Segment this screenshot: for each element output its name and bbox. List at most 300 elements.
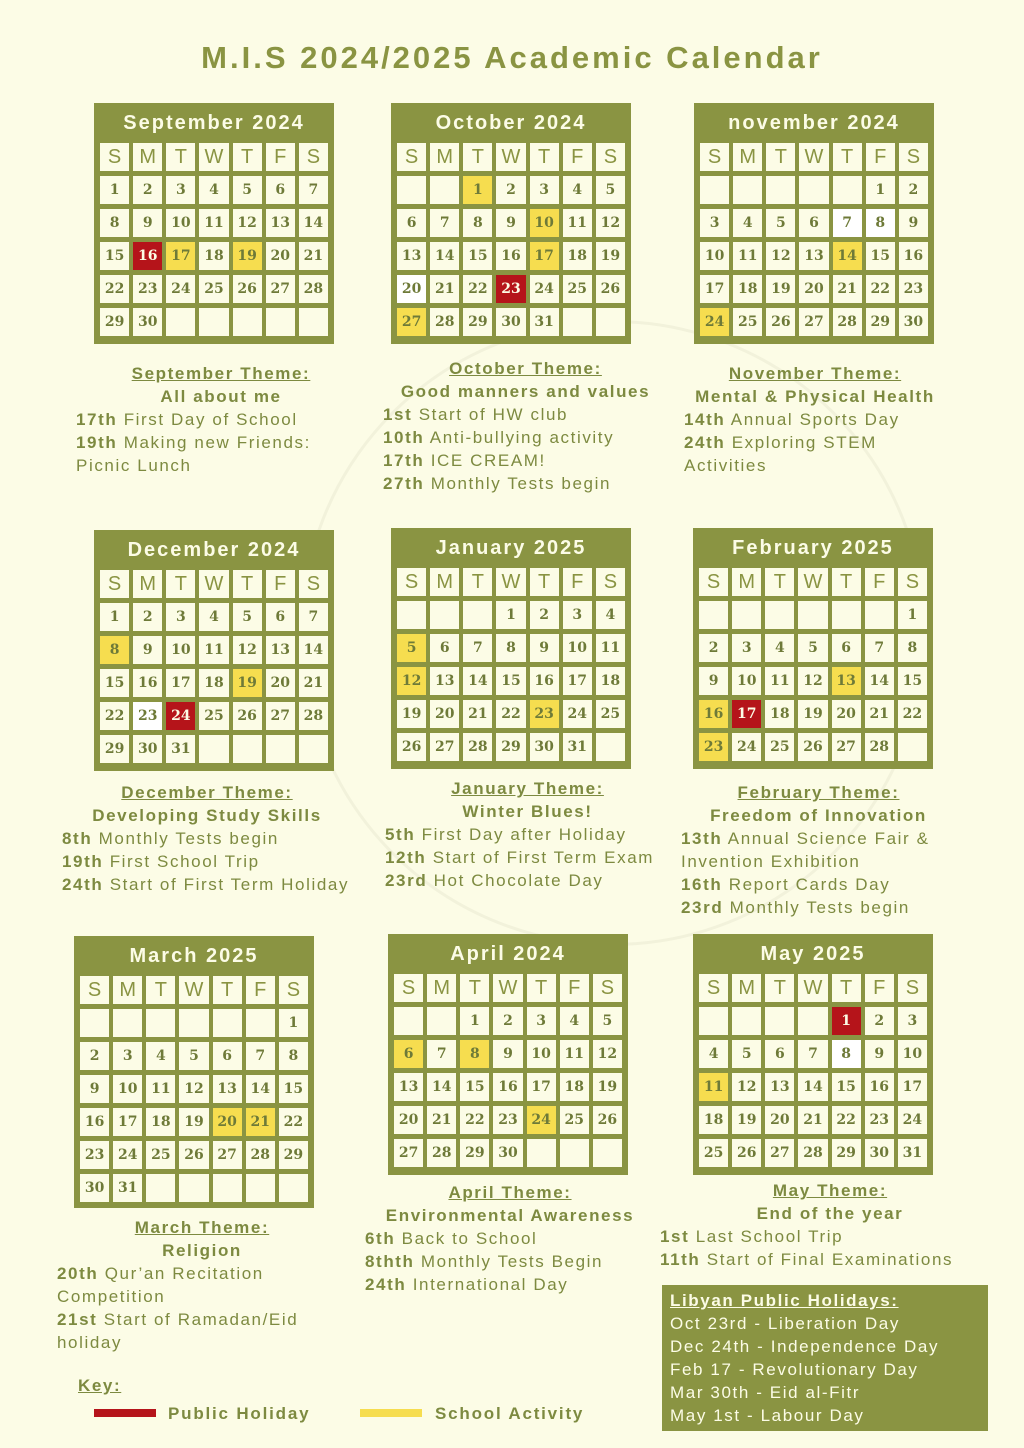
event-day: 17th [383,451,425,470]
theme-february [681,781,956,919]
empty-day-cell [699,601,728,629]
day-cell: 26 [798,733,827,761]
calendar-may-2025 [693,934,933,1175]
empty-day-cell [766,176,795,204]
day-cell: 3 [898,1007,927,1035]
theme-heading: March Theme: [134,1218,270,1237]
day-cell: 4 [596,601,625,629]
day-cell: 1 [866,176,895,204]
day-cell: 16 [865,1073,894,1101]
event-text: Start of Final Examinations [706,1250,954,1269]
theme-september [76,362,366,477]
day-cell: 19 [233,669,262,697]
day-cell: 26 [397,733,426,761]
day-cell: 23 [80,1141,109,1169]
day-cell: 16 [496,242,525,270]
day-cell: 14 [463,667,492,695]
day-cell: 10 [700,242,729,270]
day-cell: 10 [527,1040,556,1068]
day-cell: 8 [279,1042,308,1070]
day-cell: 12 [798,667,827,695]
day-cell: 15 [496,667,525,695]
day-cell: 3 [166,603,195,631]
theme-event [385,846,670,869]
day-cell: 27 [397,308,426,336]
day-cell: 30 [496,308,525,336]
weekday-header: S [394,974,423,1002]
day-cell: 26 [596,275,625,303]
day-cell: 19 [732,1106,761,1134]
day-cell: 22 [100,275,129,303]
month-name: December 2024 [127,539,301,561]
day-cell: 13 [430,667,459,695]
day-cell: 29 [100,308,129,336]
day-cell: 13 [765,1073,794,1101]
weekday-header: T [213,976,242,1004]
day-cell: 19 [179,1108,208,1136]
day-cell: 5 [596,176,625,204]
holiday-item: Oct 23rd - Liberation Day [670,1314,900,1333]
empty-day-cell [146,1009,175,1037]
day-cell: 21 [865,700,894,728]
theme-name: All about me [160,387,282,406]
empty-day-cell [832,601,861,629]
day-cell: 11 [765,667,794,695]
day-cell: 8 [100,209,129,237]
weekday-header: T [766,143,795,171]
event-day: 19th [62,852,104,871]
weekday-header: T [527,974,556,1002]
day-cell: 1 [832,1007,861,1035]
empty-day-cell [179,1174,208,1202]
event-text: International Day [412,1275,569,1294]
day-cell: 6 [832,634,861,662]
day-cell: 23 [865,1106,894,1134]
holiday-item: Feb 17 - Revolutionary Day [670,1360,919,1379]
event-day: 27th [383,474,425,493]
theme-event [62,873,352,896]
theme-event [383,472,668,495]
day-cell: 30 [133,308,162,336]
day-cell: 23 [133,275,162,303]
day-cell: 27 [832,733,861,761]
day-cell: 13 [266,636,295,664]
day-cell: 14 [833,242,862,270]
day-cell: 28 [833,308,862,336]
day-cell: 14 [798,1073,827,1101]
day-cell: 29 [460,1139,489,1167]
empty-day-cell [700,176,729,204]
weekday-header: S [596,568,625,596]
day-cell: 4 [699,1040,728,1068]
event-day: 13th [681,829,723,848]
event-text: Start of First Term Exam [432,848,655,867]
day-cell: 22 [463,275,492,303]
day-cell: 23 [493,1106,522,1134]
empty-day-cell [299,735,328,763]
day-cell: 5 [397,634,426,662]
day-cell: 3 [166,176,195,204]
weekday-header: T [146,976,175,1004]
event-day: 24th [684,433,726,452]
day-cell: 3 [732,634,761,662]
month-name: September 2024 [123,112,305,134]
day-cell: 18 [563,242,592,270]
empty-day-cell [560,1139,589,1167]
event-day: 11th [660,1250,701,1269]
theme-event [385,823,670,846]
day-cell: 28 [246,1141,275,1169]
weekday-header: S [397,143,426,171]
day-cell: 13 [394,1073,423,1101]
day-cell: 20 [430,700,459,728]
day-cell: 9 [133,209,162,237]
theme-event [681,896,956,919]
weekday-header: T [233,143,262,171]
event-day: 1st [660,1227,690,1246]
empty-day-cell [279,1174,308,1202]
event-day: 24th [62,875,104,894]
day-cell: 4 [560,1007,589,1035]
event-day: 1st [383,405,413,424]
month-name: March 2025 [129,945,259,967]
weekday-header: S [699,974,728,1002]
day-cell: 16 [699,700,728,728]
day-cell: 17 [113,1108,142,1136]
day-cell: 13 [266,209,295,237]
empty-day-cell [213,1174,242,1202]
event-text: Last School Trip [695,1227,844,1246]
day-cell: 11 [699,1073,728,1101]
day-cell: 20 [266,669,295,697]
day-cell: 24 [732,733,761,761]
day-cell: 27 [430,733,459,761]
theme-event [383,426,668,449]
weekday-header: W [179,976,208,1004]
calendar-september-2024 [94,103,334,344]
event-text: Monthly Tests begin [430,474,612,493]
empty-day-cell [463,601,492,629]
calendar-november-2024 [694,103,934,344]
day-cell: 8 [463,209,492,237]
day-cell: 12 [596,209,625,237]
day-cell: 12 [766,242,795,270]
event-text: Back to School [401,1229,538,1248]
calendar-january-2025 [391,528,631,769]
day-cell: 21 [833,275,862,303]
weekday-header: T [765,568,794,596]
weekday-header: M [430,143,459,171]
theme-name: Developing Study Skills [92,806,322,825]
day-cell: 11 [560,1040,589,1068]
theme-event [383,449,668,472]
day-cell: 25 [563,275,592,303]
weekday-header: M [113,976,142,1004]
theme-heading: February Theme: [737,783,900,802]
day-cell: 7 [798,1040,827,1068]
weekday-header: S [299,143,328,171]
event-text: Report Cards Day [728,875,891,894]
day-cell: 16 [530,667,559,695]
weekday-header: T [233,570,262,598]
day-cell: 8 [100,636,129,664]
day-cell: 23 [133,702,162,730]
empty-day-cell [732,1007,761,1035]
event-day: 17th [76,410,118,429]
day-cell: 28 [463,733,492,761]
event-day: 8thth [365,1252,415,1271]
day-cell: 5 [233,603,262,631]
day-cell: 16 [493,1073,522,1101]
weekday-header: S [700,143,729,171]
calendar-april-2024 [388,934,628,1175]
weekday-header: T [832,568,861,596]
day-cell: 30 [493,1139,522,1167]
month-name: February 2025 [732,537,894,559]
theme-event [365,1227,655,1250]
day-cell: 15 [832,1073,861,1101]
public-holiday-label: Public Holiday [168,1404,311,1423]
empty-day-cell [898,733,927,761]
day-cell: 22 [279,1108,308,1136]
holiday-item: Dec 24th - Independence Day [670,1337,940,1356]
day-cell: 2 [80,1042,109,1070]
day-cell: 24 [166,702,195,730]
day-cell: 17 [563,667,592,695]
event-text: Monthly Tests begin [98,829,279,848]
day-cell: 2 [899,176,928,204]
day-cell: 24 [166,275,195,303]
weekday-header: T [463,143,492,171]
weekday-header: S [279,976,308,1004]
day-cell: 8 [496,634,525,662]
day-cell: 12 [233,636,262,664]
day-cell: 12 [179,1075,208,1103]
day-cell: 13 [397,242,426,270]
weekday-header: M [732,974,761,1002]
day-cell: 2 [133,176,162,204]
empty-day-cell [166,308,195,336]
weekday-header: M [133,570,162,598]
theme-event [684,408,946,431]
day-cell: 31 [563,733,592,761]
event-text: Annual Science Fair & Invention Exhibition [681,829,930,871]
weekday-header: T [530,143,559,171]
event-text: Monthly Tests Begin [420,1252,604,1271]
theme-march [57,1216,347,1354]
empty-day-cell [233,735,262,763]
day-cell: 5 [233,176,262,204]
weekday-header: T [832,974,861,1002]
day-cell: 25 [199,702,228,730]
day-cell: 26 [766,308,795,336]
day-cell: 16 [133,242,162,270]
theme-event [365,1273,655,1296]
month-name: January 2025 [435,537,587,559]
day-cell: 4 [765,634,794,662]
day-cell: 17 [898,1073,927,1101]
weekday-header: M [133,143,162,171]
day-cell: 6 [394,1040,423,1068]
event-day: 20th [57,1264,99,1283]
event-day: 6th [365,1229,396,1248]
day-cell: 7 [246,1042,275,1070]
day-cell: 22 [866,275,895,303]
empty-day-cell [179,1009,208,1037]
weekday-header: F [563,143,592,171]
day-cell: 2 [493,1007,522,1035]
day-cell: 11 [199,209,228,237]
empty-day-cell [733,176,762,204]
weekday-header: M [732,568,761,596]
weekday-header: S [898,974,927,1002]
day-cell: 10 [166,209,195,237]
day-cell: 4 [563,176,592,204]
public-holidays-title: Libyan Public Holidays: [670,1291,899,1310]
day-cell: 1 [100,603,129,631]
weekday-header: T [460,974,489,1002]
weekday-header: S [100,143,129,171]
day-cell: 12 [233,209,262,237]
empty-day-cell [596,733,625,761]
empty-day-cell [427,1007,456,1035]
empty-day-cell [833,176,862,204]
day-cell: 24 [113,1141,142,1169]
day-cell: 22 [460,1106,489,1134]
day-cell: 2 [699,634,728,662]
weekday-header: S [596,143,625,171]
day-cell: 12 [732,1073,761,1101]
theme-april [365,1181,655,1296]
theme-name: End of the year [756,1204,904,1223]
day-cell: 9 [530,634,559,662]
theme-heading: September Theme: [131,364,311,383]
day-cell: 15 [463,242,492,270]
empty-day-cell [299,308,328,336]
day-cell: 22 [832,1106,861,1134]
day-cell: 26 [233,275,262,303]
day-cell: 24 [700,308,729,336]
day-cell: 29 [279,1141,308,1169]
weekday-header: M [427,974,456,1002]
empty-day-cell [799,176,828,204]
theme-heading: October Theme: [449,359,602,378]
empty-day-cell [798,1007,827,1035]
day-cell: 6 [799,209,828,237]
day-cell: 11 [733,242,762,270]
weekday-header: S [299,570,328,598]
weekday-header: F [266,570,295,598]
empty-day-cell [732,601,761,629]
public-holiday-swatch [94,1409,156,1417]
day-cell: 11 [146,1075,175,1103]
day-cell: 25 [765,733,794,761]
theme-event [57,1262,347,1308]
theme-event [660,1248,1000,1271]
day-cell: 17 [530,242,559,270]
day-cell: 14 [427,1073,456,1101]
day-cell: 19 [798,700,827,728]
theme-may [660,1179,1000,1271]
day-cell: 18 [765,700,794,728]
day-cell: 11 [199,636,228,664]
event-day: 5th [385,825,416,844]
weekday-header: S [397,568,426,596]
day-cell: 26 [233,702,262,730]
day-cell: 24 [898,1106,927,1134]
day-cell: 3 [530,176,559,204]
empty-day-cell [246,1009,275,1037]
day-cell: 4 [146,1042,175,1070]
theme-name: Religion [162,1241,242,1260]
empty-day-cell [213,1009,242,1037]
empty-day-cell [430,176,459,204]
weekday-header: S [593,974,622,1002]
day-cell: 7 [427,1040,456,1068]
day-cell: 15 [279,1075,308,1103]
weekday-header: F [560,974,589,1002]
theme-event [681,827,956,873]
empty-day-cell [233,308,262,336]
day-cell: 14 [865,667,894,695]
day-cell: 9 [133,636,162,664]
event-day: 10th [383,428,425,447]
empty-day-cell [430,601,459,629]
theme-name: Freedom of Innovation [710,806,927,825]
month-name: October 2024 [435,112,587,134]
day-cell: 6 [266,603,295,631]
event-text: Exploring STEM Activities [684,433,877,475]
theme-event [62,850,352,873]
empty-day-cell [798,601,827,629]
day-cell: 10 [166,636,195,664]
day-cell: 13 [832,667,861,695]
event-day: 19th [76,433,118,452]
day-cell: 24 [563,700,592,728]
day-cell: 26 [732,1139,761,1167]
day-cell: 6 [266,176,295,204]
day-cell: 30 [530,733,559,761]
theme-event [383,403,668,426]
day-cell: 18 [146,1108,175,1136]
day-cell: 20 [832,700,861,728]
day-cell: 22 [100,702,129,730]
day-cell: 4 [733,209,762,237]
weekday-header: F [865,974,894,1002]
theme-december [62,781,352,896]
day-cell: 26 [593,1106,622,1134]
day-cell: 21 [463,700,492,728]
event-day: 23rd [385,871,428,890]
event-day: 23rd [681,898,724,917]
weekday-header: T [463,568,492,596]
day-cell: 28 [299,275,328,303]
day-cell: 5 [179,1042,208,1070]
day-cell: 14 [430,242,459,270]
day-cell: 9 [699,667,728,695]
theme-name: Good manners and values [400,382,651,401]
day-cell: 18 [560,1073,589,1101]
day-cell: 8 [898,634,927,662]
day-cell: 21 [430,275,459,303]
weekday-header: W [496,143,525,171]
day-cell: 12 [397,667,426,695]
event-text: Annual Sports Day [730,410,900,429]
day-cell: 23 [699,733,728,761]
day-cell: 26 [179,1141,208,1169]
day-cell: 18 [699,1106,728,1134]
day-cell: 20 [765,1106,794,1134]
